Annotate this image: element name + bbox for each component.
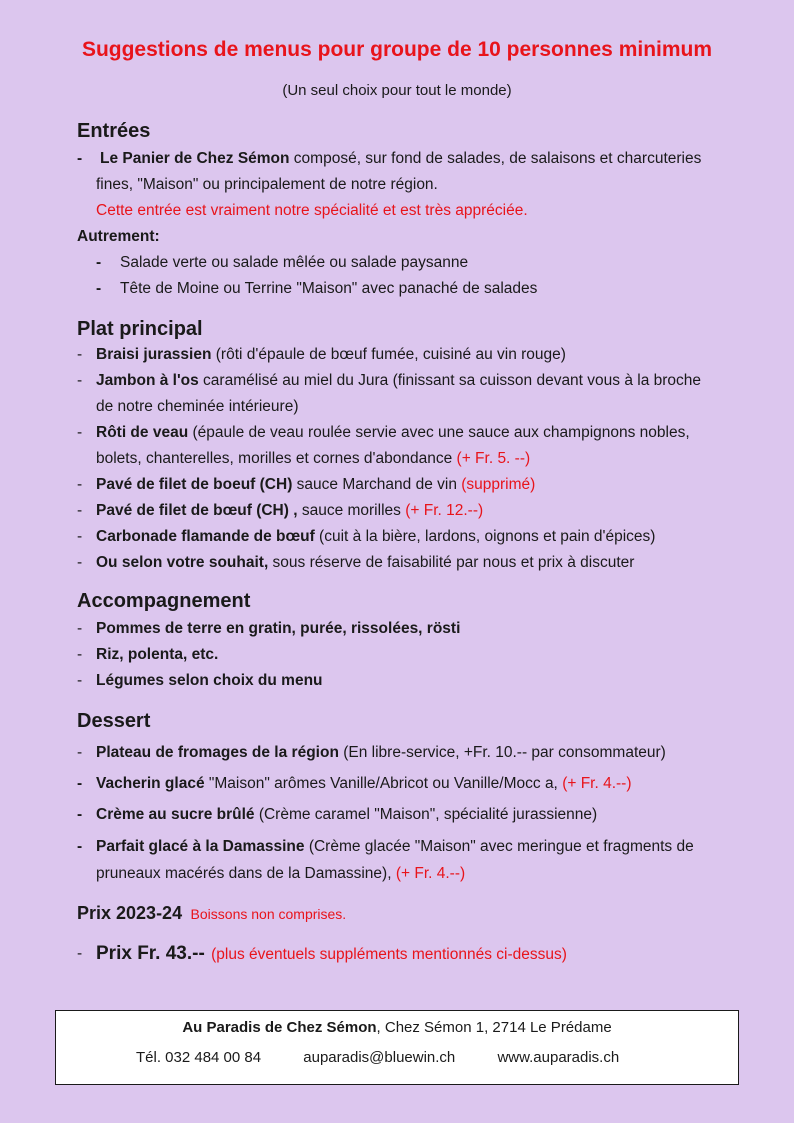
address: , Chez Sémon 1, 2714 Le Prédame	[376, 1019, 612, 1036]
list-item: - Riz, polenta, etc.	[77, 646, 219, 663]
menu-content	[77, 118, 757, 970]
list-item: - Pavé de filet de bœuf (CH) , sauce morilles (+ Fr. 12.--)	[77, 502, 484, 519]
plat-heading: Plat principal	[77, 318, 203, 340]
list-item: - Ou selon votre souhait, sous réserve de faisabilité par nous et prix à discuter	[77, 554, 635, 571]
list-item: - Braisi jurassien (rôti d'épaule de bœuf fumée, cuisiné au vin rouge)	[77, 346, 566, 363]
autrement-label: Autrement:	[77, 228, 160, 245]
list-item: - Rôti de veau (épaule de veau roulée servie avec une sauce aux champignons nobles, bolets, chanterelles, morilles et cornes d'abondance (+ Fr. 5. --)	[77, 424, 690, 467]
restaurant-name: Au Paradis de Chez Sémon	[182, 1019, 377, 1036]
list-item: - Crème au sucre brûlé (Crème caramel "Maison", spécialité jurassienne)	[77, 806, 598, 823]
list-item: - Le Panier de Chez Sémon composé, sur fond de salades, de salaisons et charcuteries fines, "Maison" ou principalement de notre région. Cette entrée est vraiment notre spécialité et est très appréciée.	[77, 150, 702, 219]
list-item: - Vacherin glacé "Maison" arômes Vanille/Abricot ou Vanille/Mocc a, (+ Fr. 4.--)	[77, 775, 632, 792]
prix-note: Boissons non comprises.	[190, 906, 347, 922]
email-link[interactable]: auparadis@bluewin.ch	[303, 1049, 456, 1066]
price-line: - Prix Fr. 43.-- (plus éventuels suppléments mentionnés ci-dessus)	[77, 943, 567, 964]
prix-heading: Prix 2023-24	[77, 903, 183, 923]
price-value: Prix Fr. 43.--	[96, 943, 205, 964]
page-title: Suggestions de menus pour groupe de 10 personnes minimum	[81, 38, 713, 61]
list-item: - Pommes de terre en gratin, purée, rissolées, rösti	[77, 620, 461, 637]
dessert-heading: Dessert	[77, 710, 151, 732]
list-item: - Tête de Moine ou Terrine "Maison" avec panaché de salades	[96, 280, 538, 297]
price-note: (plus éventuels suppléments mentionnés ci-dessus)	[211, 946, 567, 963]
list-item: - Pavé de filet de boeuf (CH) sauce Marchand de vin (supprimé)	[77, 476, 536, 493]
list-item: - Parfait glacé à la Damassine (Crème glacée "Maison" avec meringue et fragments de pruneaux macérés dans de la Damassine), (+ Fr. 4.--)	[77, 838, 694, 882]
list-item: - Carbonade flamande de bœuf (cuit à la bière, lardons, oignons et pain d'épices)	[77, 528, 656, 545]
contact-footer	[55, 1010, 739, 1085]
entree-note: Cette entrée est vraiment notre spécialité et est très appréciée.	[96, 202, 528, 219]
list-item: - Jambon à l'os caramélisé au miel du Jura (finissant sa cuisson devant vous à la broche de notre cheminée intérieure)	[77, 372, 702, 415]
list-item: - Légumes selon choix du menu	[77, 672, 323, 689]
list-item: - Plateau de fromages de la région (En libre-service, +Fr. 10.-- par consommateur)	[77, 744, 666, 761]
list-item: - Salade verte ou salade mêlée ou salade paysanne	[96, 254, 469, 271]
subtitle: (Un seul choix pour tout le monde)	[282, 82, 512, 99]
phone: Tél. 032 484 00 84	[136, 1049, 262, 1066]
prix-header	[77, 899, 757, 929]
website-link[interactable]: www.auparadis.ch	[497, 1049, 620, 1066]
entrees-heading: Entrées	[77, 120, 151, 142]
accompagnement-heading: Accompagnement	[77, 590, 251, 612]
